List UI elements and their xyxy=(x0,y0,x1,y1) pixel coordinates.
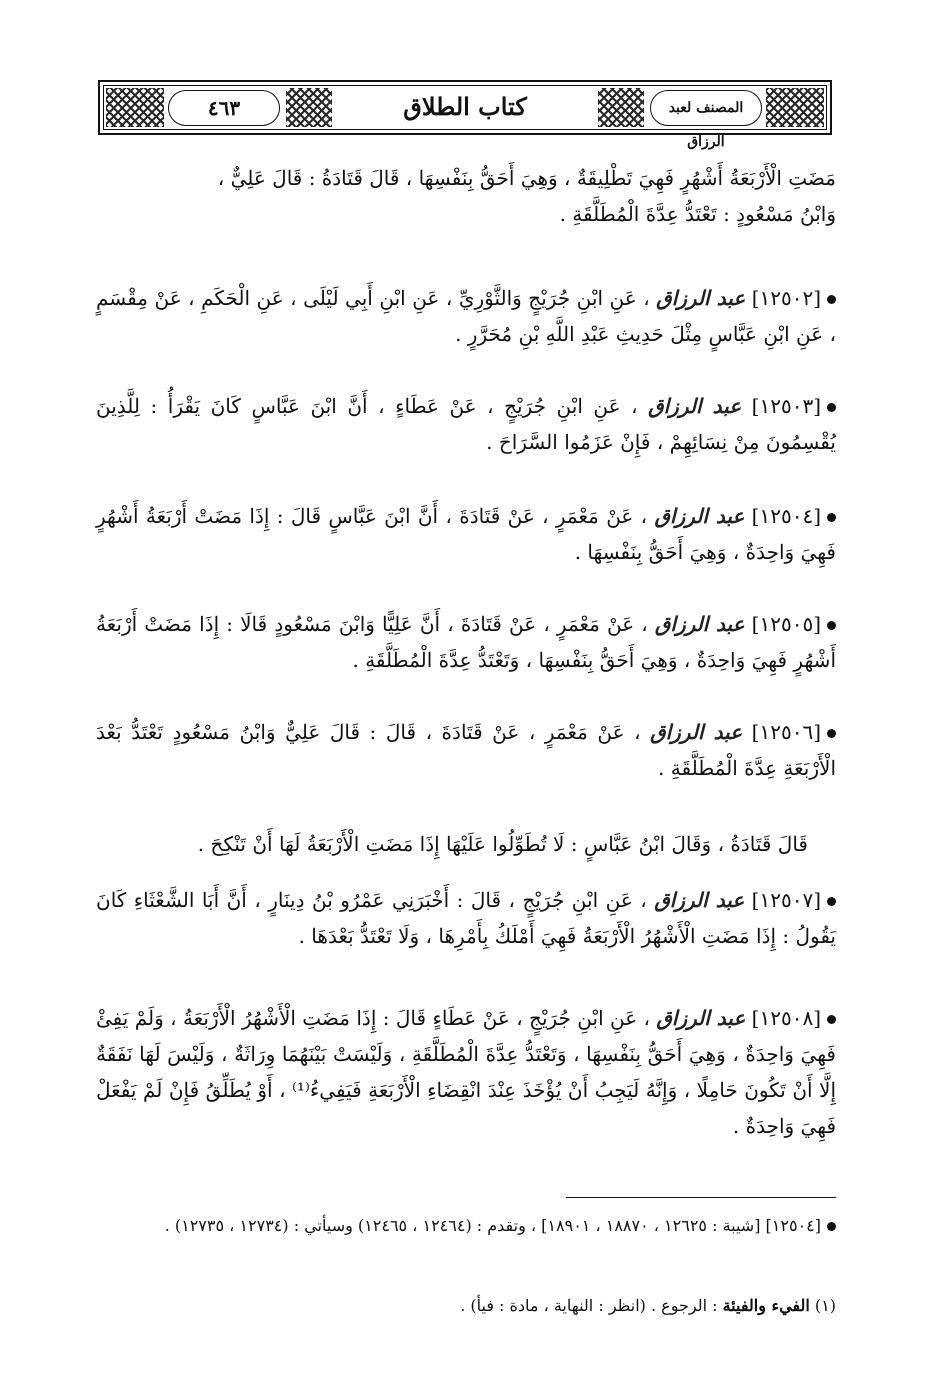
book-logo: المصنف لعبد الرزاق xyxy=(650,90,762,126)
hadith-number: [١٢٥٠٨] xyxy=(751,1006,822,1030)
footnote-reference-text: [١٢٥٠٤] [شيبة : ١٢٦٢٥ ، ١٨٨٧٠ ، ١٨٩٠١] ، وتقدم : (١٢٤٦٤ ، ١٢٤٦٥) وسيأتي : (١٢٧٣٤ ، ١٢٧٣٥) . xyxy=(164,1216,821,1235)
narrator-name: عبد الرزاق xyxy=(656,1006,746,1030)
hadith-number: [١٢٥٠٣] xyxy=(751,394,821,418)
narrator-name: عبد الرزاق xyxy=(654,612,745,636)
bullet-icon xyxy=(827,897,836,906)
hadith-number: [١٢٥٠٢] xyxy=(751,286,822,310)
footnote-divider xyxy=(566,1197,836,1198)
footnote-text: : الرجوع . (انظر : النهاية ، مادة : فيأ) . xyxy=(460,1296,718,1315)
ornament-left-icon xyxy=(106,88,164,127)
hadith-entry xyxy=(96,714,836,786)
intro-paragraph xyxy=(96,160,836,232)
bullet-icon xyxy=(827,621,836,630)
hadith-text: ، عَنِ ابْنِ جُرَيْجٍ وَالثَّوْرِيِّ ، عَنِ ابْنِ أَبِي لَيْلَى ، عَنِ الْحَكَمِ ، عَنْ مِقْسَمٍ ، عَنِ ابْنِ عَبَّاسٍ مِثْلَ حَدِيثِ عَبْدِ اللَّهِ بْنِ مُحَرَّرٍ . xyxy=(96,286,836,346)
page-header xyxy=(98,80,832,150)
hadith-entry xyxy=(96,1000,836,1144)
bullet-icon xyxy=(827,513,836,522)
bullet-icon xyxy=(827,1015,836,1024)
narrator-name: عبد الرزاق xyxy=(654,504,745,528)
standalone-paragraph: قَالَ قَتَادَةُ ، وَقَالَ ابْنُ عَبَّاسٍ : لَا تُطَوِّلُوا عَلَيْهَا إِذَا مَضَتِ الْأَرْبَعَةُ لَهَا أَنْ تَنْكِحَ . xyxy=(197,832,808,856)
hadith-text: ، عَنِ ابْنِ جُرَيْجٍ ، عَنْ عَطَاءٍ ، أَنَّ ابْنَ عَبَّاسٍ كَانَ يَقْرَأُ : لِلَّذِينَ يُقْسِمُونَ مِنْ نِسَائِهِمْ ، فَإِنْ عَزَمُوا السَّرَاحَ . xyxy=(96,394,836,454)
hadith-text: ، عَنْ مَعْمَرٍ ، عَنْ قَتَادَةَ ، قَالَ : قَالَ عَلِيٌّ وَابْنُ مَسْعُودٍ تَعْتَدُّ بَعْدَ الْأَرْبَعَةِ عِدَّةَ الْمُطَلَّقَةِ . xyxy=(96,720,836,780)
hadith-number: [١٢٥٠٦] xyxy=(751,720,821,744)
footnote-reference xyxy=(96,1212,836,1240)
bullet-icon xyxy=(827,403,836,412)
hadith-entry xyxy=(96,388,836,460)
ornament-right-icon xyxy=(766,88,824,127)
narrator-name: عبد الرزاق xyxy=(650,720,743,744)
hadith-text: ، عَنِ ابْنِ جُرَيْجٍ ، قَالَ : أَخْبَرَنِي عَمْرُو بْنُ دِينَارٍ ، أَنَّ أَبَا الشَّعْثَاءِ كَانَ يَقُولُ : إِذَا مَضَتِ الْأَشْهُرُ الْأَرْبَعَةُ فَهِيَ أَمْلَكُ بِأَمْرِهَا ، وَلَا تَعْتَدُّ بَعْدَهَا . xyxy=(96,888,836,948)
narrator-name: عبد الرزاق xyxy=(654,888,745,912)
footnote-term: الفيء والفيئة xyxy=(722,1296,810,1315)
hadith-text: ، عَنِ ابْنِ جُرَيْجٍ ، عَنْ عَطَاءٍ قَالَ : إِذَا مَضَتِ الْأَشْهُرُ الْأَرْبَعَةُ ، وَلَمْ يَفِئْ فَهِيَ وَاحِدَةٌ ، وَهِيَ أَحَقُّ بِنَفْسِهَا ، وَتَعْتَدُّ عِدَّةَ الْمُطَلَّقَةِ ، وَلَيْسَتْ بَيْنَهُمَا وِرَاثَةٌ ، وَلَيْسَ لَهَا نَفَقَةٌ إِلَّا أَنْ تَكُونَ حَامِلًا ، وَإِنَّهُ لَيَجِبُ أَنْ يُؤْخَذَ عِنْدَ انْقِضَاءِ الْأَرْبَعَةِ فَيَفِيءُ⁽¹⁾ ، أَوْ يُطَلِّقُ فَإِنْ لَمْ يَفْعَلْ فَهِيَ وَاحِدَةٌ . xyxy=(96,1006,836,1138)
hadith-entry xyxy=(96,498,836,570)
book-title: كتاب الطلاق xyxy=(403,92,527,121)
hadith-text: ، عَنْ مَعْمَرٍ ، عَنْ قَتَادَةَ ، أَنَّ عَلِيًّا وَابْنَ مَسْعُودٍ قَالَا : إِذَا مَضَتْ أَرْبَعَةُ أَشْهُرٍ فَهِيَ وَاحِدَةٌ ، وَهِيَ أَحَقُّ بِنَفْسِهَا ، وَتَعْتَدُّ عِدَّةَ الْمُطَلَّقَةِ . xyxy=(96,612,836,672)
page-number: ٤٦٣ xyxy=(168,90,280,126)
ornament-mid-right-icon xyxy=(598,88,644,127)
hadith-number: [١٢٥٠٥] xyxy=(751,612,821,636)
hadith-text: ، عَنْ مَعْمَرٍ ، عَنْ قَتَادَةَ ، أَنَّ ابْنَ عَبَّاسٍ قَالَ : إِذَا مَضَتْ أَرْبَعَةُ أَشْهُرٍ فَهِيَ وَاحِدَةٌ ، وَهِيَ أَحَقُّ بِنَفْسِهَا . xyxy=(96,504,836,564)
hadith-number: [١٢٥٠٤] xyxy=(751,504,821,528)
bullet-icon xyxy=(827,729,836,738)
bullet-icon xyxy=(827,1222,836,1231)
hadith-entry xyxy=(96,606,836,678)
narrator-name: عبد الرزاق xyxy=(648,394,742,418)
footnote-number: (١) xyxy=(814,1296,836,1315)
intro-line-1: مَضَتِ الْأَرْبَعَةُ أَشْهُرٍ فَهِيَ تَطْلِيقَةٌ ، وَهِيَ أَحَقُّ بِنَفْسِهَا ، قَالَ قَتَادَةُ : قَالَ عَلِيٌّ ، xyxy=(217,166,836,190)
hadith-entry xyxy=(96,882,836,954)
footnote-1 xyxy=(96,1292,836,1320)
ornament-mid-left-icon xyxy=(286,88,332,127)
hadith-number: [١٢٥٠٧] xyxy=(751,888,822,912)
narrator-name: عبد الرزاق xyxy=(656,286,746,310)
intro-line-2: وَابْنُ مَسْعُودٍ : تَعْتَدُّ عِدَّةَ الْمُطَلَّقَةِ . xyxy=(559,202,836,226)
hadith-entry xyxy=(96,280,836,352)
bullet-icon xyxy=(827,295,836,304)
